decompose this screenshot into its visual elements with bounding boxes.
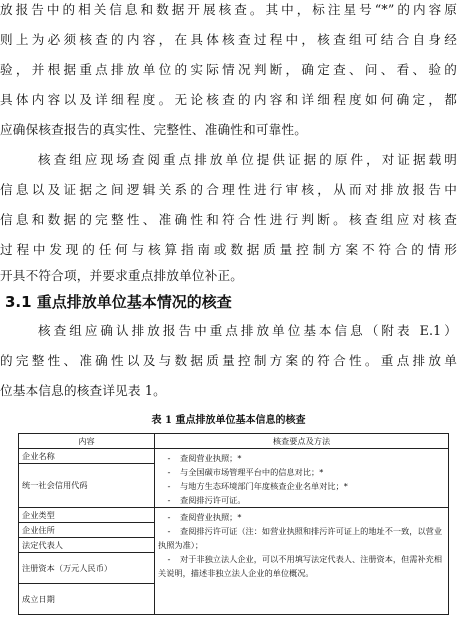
method-line: - 对于非独立法人企业，可以不用填写法定代表人、注册资本，但需补充相关说明，描述非独立法人企业的单位概况。 — [158, 554, 443, 578]
method-line: - 查阅营业执照；* — [167, 512, 242, 522]
method-line: - 与地方生态环境部门年度核查企业名单对比；* — [167, 481, 348, 491]
table-row — [19, 508, 449, 523]
text-line: 验，并根据重点排放单位的实际情况判断，确定查、问、看、验的 — [0, 62, 457, 77]
text-line: 核查组应确认排放报告中重点排放单位基本信息（附表 E.1） — [38, 323, 457, 338]
text-line: 核查组应现场查阅重点排放单位提供证据的原件，对证据载明 — [38, 152, 457, 167]
basic-info-check-table — [18, 433, 449, 615]
text-line: 则上为必须核查的内容，在具体核查过程中，核查组可结合自身经 — [0, 32, 457, 47]
text-line: 位基本信息的核查详见表 1。 — [0, 383, 166, 398]
text-line: 具体内容以及详细程度。无论核查的内容和详细程度如何确定，都 — [0, 92, 457, 107]
text-line: 开具不符合项，并要求重点排放单位补正。 — [0, 268, 244, 283]
item-cell: 统一社会信用代码 — [19, 464, 155, 508]
item-cell: 企业住所 — [19, 523, 155, 538]
item-cell: 企业类型 — [19, 508, 155, 523]
table-header-row — [19, 434, 449, 449]
text-line: 信息和数据的完整性、准确性和符合性进行判断。核查组应对核查 — [0, 212, 457, 227]
text-line: 的完整性、准确性以及与数据质量控制方案的符合性。重点排放单 — [0, 353, 457, 368]
text-line: 信息以及证据之间逻辑关系的合理性进行审核，从而对排放报告中 — [0, 182, 457, 197]
column-header-method: 核查要点及方法 — [155, 434, 449, 449]
text-line: 放报告中的相关信息和数据开展核查。其中，标注星号“*”的内容原 — [0, 2, 457, 17]
method-line: - 查阅排污许可证（注：如营业执照和排污许可证上的地址不一致，以营业执照为准）； — [158, 526, 443, 550]
section-heading: 3.1 重点排放单位基本情况的核查 — [5, 293, 232, 311]
item-cell: 注册资本（万元人民币） — [19, 553, 155, 584]
method-cell — [155, 508, 449, 615]
method-line: - 查阅营业执照；* — [167, 453, 242, 463]
item-cell: 法定代表人 — [19, 538, 155, 553]
method-cell — [155, 449, 449, 508]
text-line: 应确保核查报告的真实性、完整性、准确性和可靠性。 — [0, 122, 308, 137]
table-caption: 表 1 重点排放单位基本信息的核查 — [151, 415, 306, 426]
item-cell: 企业名称 — [19, 449, 155, 464]
column-header-content: 内容 — [19, 434, 155, 449]
text-line: 过程中发现的任何与核算指南或数据质量控制方案不符合的情形 — [0, 242, 457, 257]
table-row — [19, 449, 449, 464]
method-line: - 查阅排污许可证。 — [167, 495, 246, 505]
method-line: - 与全国碳市场管理平台中的信息对比；* — [167, 467, 324, 477]
item-cell: 成立日期 — [19, 584, 155, 615]
